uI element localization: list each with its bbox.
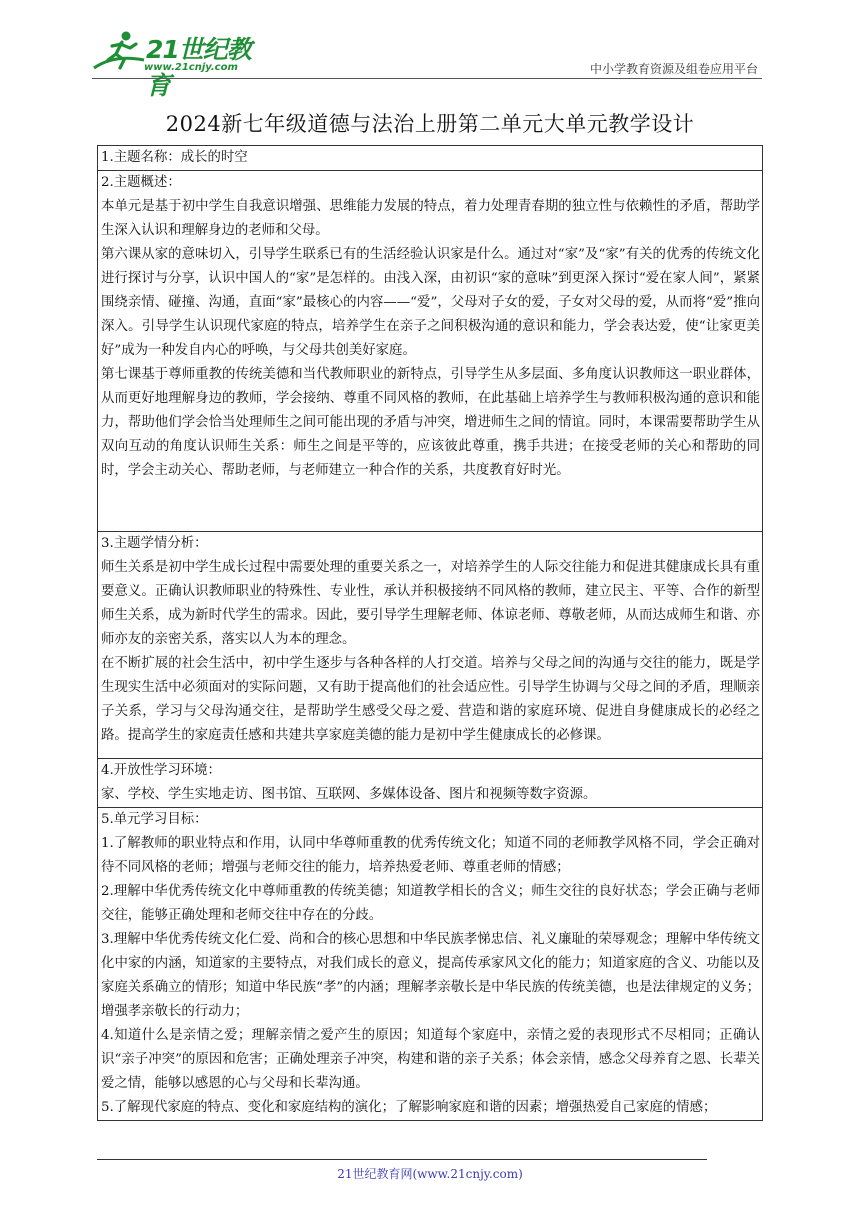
goal-item: 4.知道什么是亲情之爱；理解亲情之爱产生的原因；知道每个家庭中，亲情之爱的表现形式不尽相同；正确认识“亲子冲突”的原因和危害；正确处理亲子冲突，构建和谐的亲子关系；体会亲情，感念父母养育之恩、长辈关爱之情，能够以感恩的心与父母和长辈沟通。 xyxy=(101,1028,760,1091)
runner-icon xyxy=(92,30,148,76)
overview-heading: 2.主题概述： xyxy=(101,175,181,190)
goal-item: 1.了解教师的职业特点和作用，认同中华尊师重教的优秀传统文化；知道不同的老师教学风格不同，学会正确对待不同风格的老师；增强与老师交往的能力，培养热爱老师、尊重老师的情感； xyxy=(101,836,760,875)
page-header xyxy=(92,30,762,100)
design-table xyxy=(97,145,763,1121)
section-learning-goals xyxy=(98,808,763,1121)
header-divider xyxy=(92,78,762,79)
section-overview xyxy=(98,171,763,532)
section-learner-analysis xyxy=(98,532,763,759)
goal-item: 5.了解现代家庭的特点、变化和家庭结构的演化；了解影响家庭和谐的因素；增强热爱自己家庭的情感； xyxy=(101,1100,717,1115)
logo-url: www.21cnjy.com xyxy=(144,62,238,73)
analysis-heading: 3.主题学情分析： xyxy=(101,536,208,551)
platform-name: 中小学教育资源及组卷应用平台 xyxy=(589,62,758,76)
environment-heading: 4.开放性学习环境： xyxy=(101,763,221,778)
analysis-paragraph: 师生关系是初中学生成长过程中需要处理的重要关系之一，对培养学生的人际交往能力和促进其健康成长具有重要意义。正确认识教师职业的特殊性、专业性，承认并积极接纳不同风格的教师，建立民主、平等、合作的新型师生关系，成为新时代学生的需求。因此，要引导学生理解老师、体谅老师、尊敬老师，从而达成师生和谐、亦师亦友的亲密关系，落实以人为本的理念。 xyxy=(101,560,760,647)
footer-divider xyxy=(97,1159,707,1160)
site-logo[interactable] xyxy=(92,30,262,100)
goal-item: 2.理解中华优秀传统文化中尊师重教的传统美德；知道教学相长的含义；师生交往的良好状态；学会正确与老师交往，能够正确处理和老师交往中存在的分歧。 xyxy=(101,884,760,923)
theme-name-heading: 1.主题名称：成长的时空 xyxy=(101,150,248,165)
overview-paragraph: 第七课基于尊师重教的传统美德和当代教师职业的新特点，引导学生从多层面、多角度认识教师这一职业群体，从而更好地理解身边的教师，学会接纳、尊重不同风格的教师，在此基础上培养学生与教师积极沟通的意识和能力，帮助他们学会恰当处理师生之间可能出现的矛盾与冲突，增进师生之间的情谊。同时，本课需要帮助学生从双向互动的角度认识师生关系：师生之间是平等的，应该彼此尊重，携手共进；在接受老师的关心和帮助的同时，学会主动关心、帮助老师，与老师建立一种合作的关系，共度教育好时光。 xyxy=(101,367,760,478)
section-theme-name xyxy=(98,146,763,171)
overview-paragraph: 第六课从家的意味切入，引导学生联系已有的生活经验认识家是什么。通过对“家”及“家”有关的优秀的传统文化进行探讨与分享，认识中国人的“家”是怎样的。由浅入深，由初识“家的意味”到更深入探讨“爱在家人间”，紧紧围绕亲情、碰撞、沟通，直面“家”最核心的内容——“爱”，父母对子女的爱，子女对父母的爱，从而将“爱”推向深入。引导学生认识现代家庭的特点，培养学生在亲子之间积极沟通的意识和能力，学会表达爱，使“让家更美好”成为一种发自内心的呼唤，与父母共创美好家庭。 xyxy=(101,247,760,358)
document-title: 2024新七年级道德与法治上册第二单元大单元教学设计 xyxy=(165,112,695,136)
overview-paragraph: 本单元是基于初中学生自我意识增强、思维能力发展的特点，着力处理青春期的独立性与依赖性的矛盾，帮助学生深入认识和理解身边的老师和父母。 xyxy=(101,199,760,238)
goals-heading: 5.单元学习目标： xyxy=(101,812,208,827)
environment-paragraph: 家、学校、学生实地走访、图书馆、互联网、多媒体设备、图片和视频等数字资源。 xyxy=(101,787,597,802)
logo-brand: 21世纪教育 xyxy=(146,35,251,100)
footer-link[interactable]: 21世纪教育网(www.21cnjy.com) xyxy=(337,1167,523,1181)
analysis-paragraph: 在不断扩展的社会生活中，初中学生逐步与各种各样的人打交道。培养与父母之间的沟通与交往的能力，既是学生现实生活中必须面对的实际问题，又有助于提高他们的社会适应性。引导学生协调与父母之间的矛盾，理顺亲子关系，学习与父母沟通交往，是帮助学生感受父母之爱、营造和谐的家庭环境、促进自身健康成长的必经之路。提高学生的家庭责任感和共建共享家庭美德的能力是初中学生健康成长的必修课。 xyxy=(101,656,760,743)
section-learning-environment xyxy=(98,759,763,808)
goal-item: 3.理解中华优秀传统文化仁爱、尚和合的核心思想和中华民族孝悌忠信、礼义廉耻的荣辱观念；理解中华传统文化中家的内涵，知道家的主要特点，对我们成长的意义，提高传承家风文化的能力；知道家庭的含义、功能以及家庭关系确立的情形；知道中华民族“孝”的内涵；理解孝亲敬长是中华民族的传统美德，也是法律规定的义务；增强孝亲敬长的行动力； xyxy=(101,932,760,1019)
